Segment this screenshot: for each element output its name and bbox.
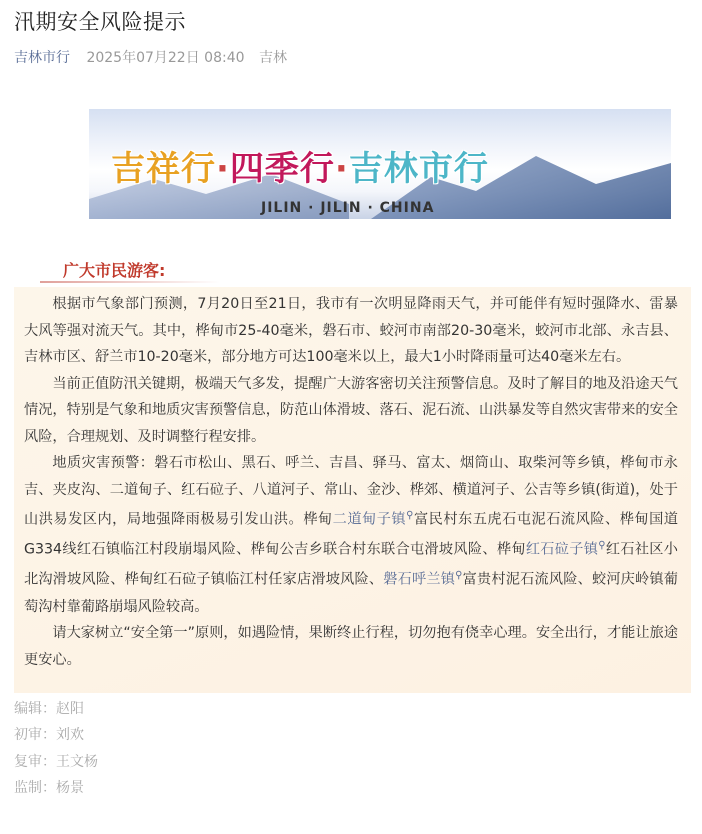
banner-slogan [111, 141, 489, 190]
editor-line: 编辑：赵阳 [14, 701, 84, 717]
article-meta [14, 47, 287, 67]
geo-text-1: 地质灾害预警：磐石市松山、黑石、呼兰、吉昌、驿马、富太、烟筒山、取柴河等乡镇，桦甸市永吉、夹皮沟、二道甸子、红石砬子、八道河子、常山、金沙、桦郊、横道河子、公吉等乡镇(街道)，处于山洪易发区内，局地强降雨极易引发山洪。桦甸 [24, 455, 678, 528]
slogan-part-2: 四季行 [229, 149, 335, 189]
banner-subtitle: JILIN · JILIN · CHINA [261, 200, 435, 216]
second-review-line: 复审：王文杨 [14, 753, 98, 770]
search-icon[interactable]: ⚲ [598, 540, 606, 552]
publish-location: 吉林 [258, 50, 287, 66]
paragraph-geo-warning [24, 450, 678, 620]
slogan-dot-1: · [216, 149, 230, 189]
place-link-erdaodianzi[interactable]: 二道甸子镇 [332, 511, 407, 528]
account-name-link[interactable]: 吉林市行 [14, 50, 70, 66]
section-heading: 广大市民游客: [63, 261, 166, 280]
paragraph-reminder: 当前正值防汛关键期，极端天气多发，提醒广大游客密切关注预警信息。及时了解目的地及沿途天气情况，特别是气象和地质灾害预警信息，防范山体滑坡、落石、泥石流、山洪暴发等自然灾害带来的安全风险，合理规划、及时调整行程安排。 [24, 375, 678, 445]
geo-text-4: 富贵村泥石流风险、蛟河庆岭镇葡萄沟村靠葡路崩塌风险较高。 [24, 572, 678, 615]
first-review-line: 初审：刘欢 [14, 727, 84, 744]
article-title: 汛期安全风险提示 [14, 10, 186, 34]
slogan-dot-2: · [334, 149, 349, 189]
supervisor-line: 监制：杨景 [14, 779, 84, 796]
heading-underline [40, 281, 220, 283]
notice-content [24, 291, 678, 673]
geo-text-3: 红石社区小北沟滑坡风险、桦甸红石砬子镇临江村任家店滑坡风险、 [24, 541, 678, 589]
geo-text-2: 富民村东五虎石屯泥石流风险、桦甸国道G334线红石镇临江村段崩塌风险、桦甸公吉乡联合村东联合屯滑坡风险、桦甸 [24, 511, 678, 558]
paragraph-forecast: 根据市气象部门预测，7月20日至21日，我市有一次明显降雨天气，并可能伴有短时强降水、雷暴大风等强对流天气。其中，桦甸市25-40毫米，磐石市、蛟河市南部20-30毫米，蛟河市北部、永吉县、吉林市区、舒兰市10-20毫米，部分地方可达100毫米以上，最大1小时降雨量可达40毫米左右。 [24, 296, 678, 365]
search-icon[interactable]: ⚲ [455, 570, 463, 582]
banner-image [89, 109, 671, 219]
slogan-part-3: 吉林市行 [348, 149, 489, 189]
search-icon[interactable]: ⚲ [406, 510, 414, 521]
publish-date: 2025年07月22日 08:40 [86, 50, 245, 66]
slogan-part-1: 吉祥行 [111, 149, 216, 189]
place-link-hongshilazi[interactable]: 红石砬子镇 [525, 541, 599, 558]
paragraph-safety: 请大家树立“安全第一”原则，如遇险情，果断终止行程，切勿抱有侥幸心理。安全出行，才能让旅途更安心。 [24, 625, 678, 668]
editor-credits [14, 696, 98, 801]
place-link-panshi-hulan[interactable]: 磐石呼兰镇 [383, 572, 456, 589]
